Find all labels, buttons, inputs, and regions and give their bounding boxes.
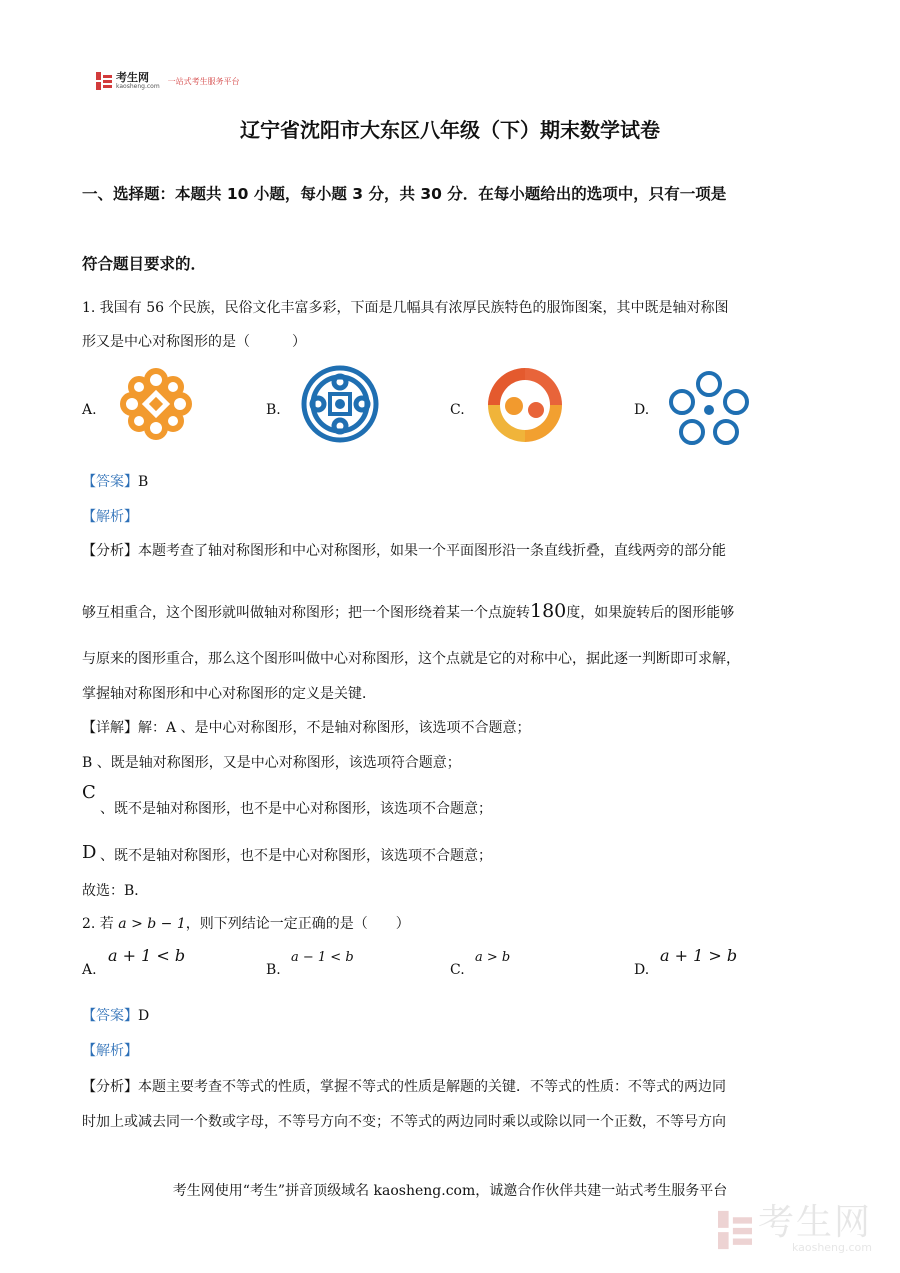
q1-option-a-pattern-icon: [118, 366, 194, 442]
q2-answer-tag: 【答案】: [82, 1008, 138, 1024]
q2-option-a-label: A.: [82, 962, 97, 978]
q1-fenxi-text1: 本题考查了轴对称图形和中心对称图形，如果一个平面图形沿一条直线折叠，直线两旁的部分能: [138, 543, 726, 559]
logo-domain: kaosheng.com: [116, 83, 160, 90]
q1-analysis-tag: 【解析】: [82, 509, 138, 525]
q2-condition: a > b − 1: [118, 916, 186, 932]
q2-text-b: ，则下列结论一定正确的是（ ）: [185, 916, 410, 932]
q1-option-a-label: A.: [82, 402, 97, 418]
q1-option-b-label: B.: [266, 402, 281, 418]
q1-fenxi-text2b: 度，如果旋转后的图形能够: [566, 605, 735, 621]
q1-answer: [82, 471, 148, 493]
q2-option-b-expr: a − 1 < b: [291, 950, 354, 965]
q1-option-d-pattern-icon: [668, 370, 750, 446]
q1-detail-c: 、既不是轴对称图形，也不是中心对称图形，该选项不合题意；: [100, 801, 492, 817]
q1-detail-b: B 、既是轴对称图形，又是中心对称图形，该选项符合题意；: [82, 755, 461, 771]
q1-detail-tag: 【详解】: [82, 720, 138, 736]
q1-fenxi-tag: 【分析】: [82, 543, 138, 559]
q1-option-c-label: C.: [450, 402, 465, 418]
q1-conclusion: 故选：B．: [82, 883, 149, 899]
q1-option-c-pattern-icon: [484, 364, 566, 446]
q2-option-a-expr: a + 1 < b: [108, 946, 186, 965]
q2-fenxi-text1: 本题主要考查不等式的性质，掌握不等式的性质是解题的关键．不等式的性质：不等式的两边同: [138, 1079, 726, 1095]
q2-analysis-tag: 【解析】: [82, 1043, 138, 1059]
q1-answer-tag: 【答案】: [82, 474, 138, 490]
watermark-logo-icon: [718, 1210, 752, 1250]
q1-fenxi-line1: [82, 540, 726, 562]
footer-text: 考生网使用“考生”拼音顶级域名 kaosheng.com，诚邀合作伙伴共建一站式考生服务平台: [172, 1183, 728, 1199]
q2-answer: [82, 1005, 149, 1027]
q2-text-a: 2. 若: [82, 916, 114, 932]
logo-name: 考生网: [116, 71, 149, 84]
site-logo[interactable]: [96, 72, 240, 90]
q1-fenxi-line3: 与原来的图形重合，那么这个图形叫做中心对称图形，这个点就是它的对称中心，据此逐一判断即可求解，: [82, 651, 740, 667]
q1-detail-d: 、既不是轴对称图形，也不是中心对称图形，该选项不合题意；: [100, 848, 492, 864]
logo-slogan: 一站式考生服务平台: [167, 76, 240, 86]
section-heading-line2: 符合题目要求的．: [82, 255, 207, 273]
logo-mark-icon: [96, 72, 112, 90]
q1-option-b-pattern-icon: [300, 364, 380, 444]
q1-detail-a-text: 解：A 、是中心对称图形，不是轴对称图形，该选项不合题意；: [138, 720, 531, 736]
q2-answer-value: D: [138, 1008, 150, 1024]
q1-fenxi-line4: 掌握轴对称图形和中心对称图形的定义是关键．: [82, 686, 376, 702]
q2-option-b-label: B.: [266, 962, 281, 978]
section-heading-line1: 一、选择题：本题共 10 小题，每小题 3 分，共 30 分．在每小题给出的选项中，只有一项是: [82, 185, 727, 203]
q1-detail-d-letter: D: [82, 842, 97, 863]
q1-fenxi-num: 180: [530, 600, 567, 622]
q1-option-d-label: D.: [634, 402, 650, 418]
q1-text-line1: 1. 我国有 56 个民族，民俗文化丰富多彩，下面是几幅具有浓厚民族特色的服饰图案，其中既是轴对称图: [82, 300, 729, 316]
q2-text: [82, 913, 410, 935]
q2-fenxi-tag: 【分析】: [82, 1079, 138, 1095]
q1-fenxi-text2a: 够互相重合，这个图形就叫做轴对称图形；把一个图形绕着某一个点旋转: [82, 605, 530, 621]
q2-option-d-label: D.: [634, 962, 650, 978]
q1-fenxi-line2: [82, 600, 734, 624]
q1-answer-value: B: [138, 474, 149, 490]
q2-fenxi-line1: [82, 1076, 726, 1098]
watermark-domain: kaosheng.com: [791, 1241, 872, 1254]
q1-text-line2: 形又是中心对称图形的是（ ）: [82, 334, 306, 350]
page-title: 辽宁省沈阳市大东区八年级（下）期末数学试卷: [240, 118, 660, 142]
watermark-text: 考生网: [757, 1202, 872, 1243]
q2-option-c-expr: a > b: [475, 950, 511, 965]
q1-detail-c-letter: C: [82, 782, 96, 803]
q2-fenxi-line2: 时加上或减去同一个数或字母，不等号方向不变；不等式的两边同时乘以或除以同一个正数，不等号方向: [82, 1114, 726, 1130]
q1-detail-a: [82, 717, 531, 739]
q2-option-c-label: C.: [450, 962, 465, 978]
watermark: [718, 1202, 872, 1254]
q2-option-d-expr: a + 1 > b: [660, 946, 738, 965]
